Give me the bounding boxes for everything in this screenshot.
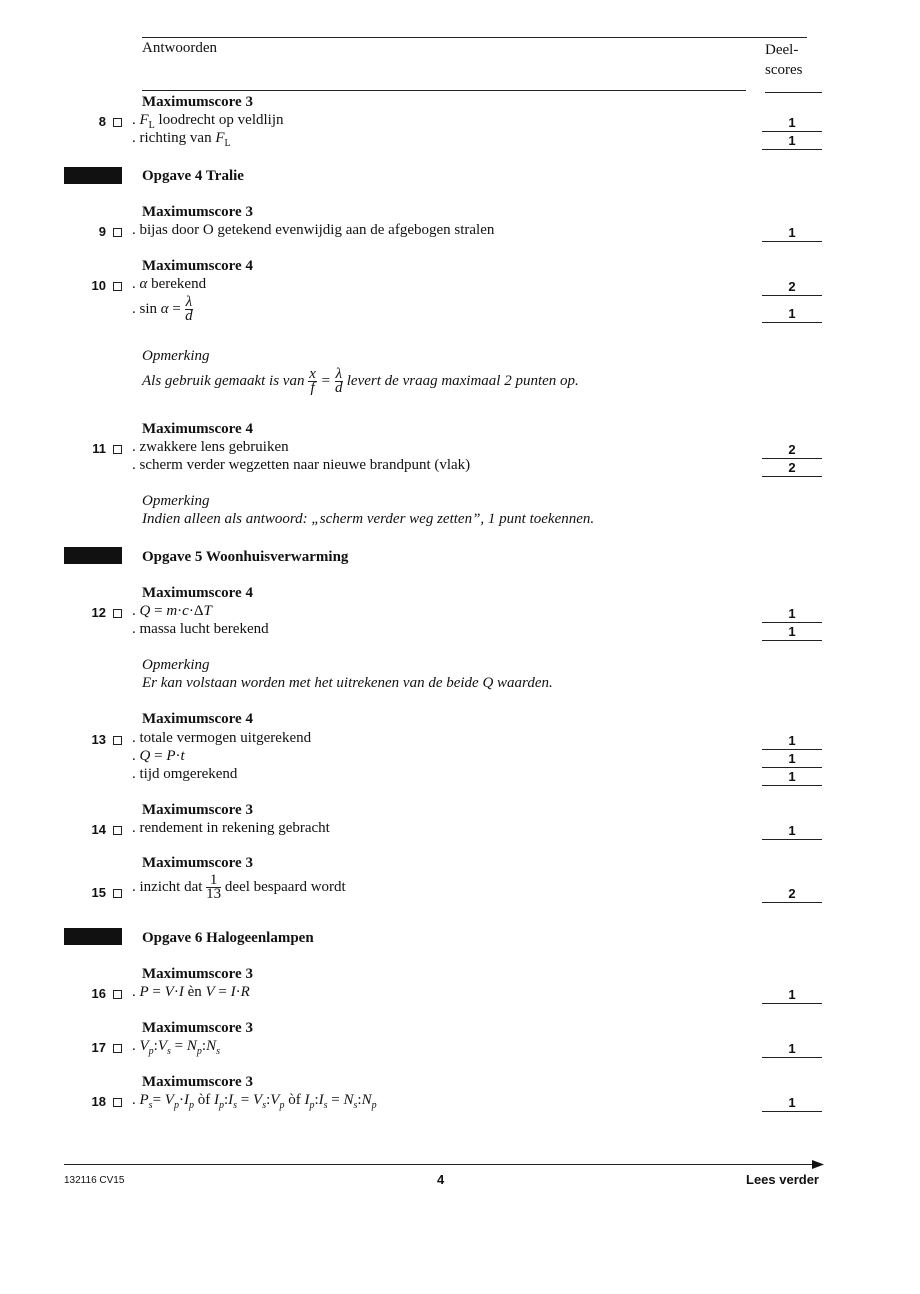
q17-checkbox[interactable] (113, 1044, 122, 1053)
q10-maxscore: Maximumscore 4 (142, 258, 253, 274)
q10-item-2: . sin α = $\frac{\lambda}{d}$ (132, 294, 193, 324)
q8-item-1: . $F_L$ loodrecht op veldlijn (132, 112, 284, 131)
q18-maxscore: Maximumscore 3 (142, 1074, 253, 1090)
q11-item-1: . zwakkere lens gebruiken (132, 439, 289, 455)
q16-checkbox[interactable] (113, 990, 122, 999)
section-title-opgave-6: Opgave 6 Halogeenlampen (142, 930, 314, 946)
q11-number: 11 (92, 441, 106, 456)
q8-checkbox[interactable] (113, 118, 122, 127)
section-marker-bar (64, 167, 122, 184)
q13-item-2: . Q = P·t (132, 748, 185, 764)
q16-score-1: 1 (762, 987, 822, 1004)
footer-rule (64, 1164, 816, 1165)
q18-number: 18 (91, 1094, 106, 1109)
section-marker-bar (64, 547, 122, 564)
q10-item-1: . α berekend (132, 276, 207, 292)
q17-number: 17 (91, 1040, 106, 1055)
q12-maxscore: Maximumscore 4 (142, 585, 253, 601)
header-bottom-rule (142, 90, 746, 91)
footer-next-label: Lees verder (746, 1172, 819, 1187)
q12-note-title: Opmerking (142, 657, 210, 673)
q18-item-1: . $P_s= V_p\cdot I_p$ òf $I_p:I_s$ = $V_s:V_p$ òf $I_p:I_s$ = $N_s:N_p$ (132, 1092, 377, 1111)
q13-item-3: . tijd omgerekend (132, 766, 238, 782)
q8-score-2: 1 (762, 133, 822, 150)
q13-item-1: . totale vermogen uitgerekend (132, 730, 312, 746)
q17-maxscore: Maximumscore 3 (142, 1020, 253, 1036)
footer-page-number: 4 (437, 1172, 445, 1187)
q11-score-1: 2 (762, 442, 822, 459)
q14-number: 14 (91, 822, 106, 837)
q13-score-2: 1 (762, 751, 822, 768)
section-marker-bar (64, 928, 122, 945)
q11-item-2: . scherm verder wegzetten naar nieuwe brandpunt (vlak) (132, 457, 471, 473)
q9-number: 9 (98, 224, 106, 239)
q13-checkbox[interactable] (113, 736, 122, 745)
q18-score-1: 1 (762, 1095, 822, 1112)
q12-checkbox[interactable] (113, 609, 122, 618)
scores-header-rule (765, 92, 822, 93)
header-answers: Antwoorden (142, 40, 217, 56)
q9-score-1: 1 (762, 225, 822, 242)
q16-number: 16 (91, 986, 106, 1001)
q12-score-2: 1 (762, 624, 822, 641)
q13-score-1: 1 (762, 733, 822, 750)
q9-maxscore: Maximumscore 3 (142, 204, 253, 220)
section-title-opgave-4: Opgave 4 Tralie (142, 168, 244, 184)
q10-number: 10 (91, 278, 106, 293)
q16-maxscore: Maximumscore 3 (142, 966, 253, 982)
next-arrow-icon (812, 1159, 824, 1170)
q12-number: 12 (91, 605, 106, 620)
q8-number: 8 (98, 114, 106, 129)
q8-item-2: . richting van $F_L$ (132, 130, 231, 149)
q12-item-1: . Q = m·c·ΔT (132, 603, 212, 619)
q16-item-1: . P = V·I èn V = I·R (132, 984, 250, 1000)
q12-item-2: . massa lucht berekend (132, 621, 269, 637)
q18-checkbox[interactable] (113, 1098, 122, 1107)
q13-number: 13 (91, 732, 106, 747)
q12-note: Er kan volstaan worden met het uitrekenen van de beide Q waarden. (142, 675, 553, 691)
q15-score-1: 2 (762, 886, 822, 903)
q10-note: Als gebruik gemaakt is van $\frac{x}{f}$ = $\frac{\lambda}{d}$ levert de vraag maximaal 2 punten op. (142, 366, 579, 396)
q14-maxscore: Maximumscore 3 (142, 802, 253, 818)
q15-item-1: . inzicht dat $\frac{1}{13}$ deel bespaard wordt (132, 872, 346, 902)
q11-checkbox[interactable] (113, 445, 122, 454)
q9-checkbox[interactable] (113, 228, 122, 237)
q10-score-1: 2 (762, 279, 822, 296)
q10-score-2: 1 (762, 306, 822, 323)
q8-maxscore: Maximumscore 3 (142, 94, 253, 110)
q9-item-1: . bijas door O getekend evenwijdig aan de afgebogen stralen (132, 222, 495, 238)
q17-item-1: . $V_p:V_s$ = $N_p:N_s$ (132, 1038, 220, 1057)
section-title-opgave-5: Opgave 5 Woonhuisverwarming (142, 549, 349, 565)
header-top-rule (142, 37, 807, 38)
q13-score-3: 1 (762, 769, 822, 786)
q15-number: 15 (91, 885, 106, 900)
q15-maxscore: Maximumscore 3 (142, 855, 253, 871)
q10-note-title: Opmerking (142, 348, 210, 364)
q10-checkbox[interactable] (113, 282, 122, 291)
header-partial-scores: Deel- scores (765, 42, 803, 78)
q14-item-1: . rendement in rekening gebracht (132, 820, 330, 836)
q12-score-1: 1 (762, 606, 822, 623)
q8-score-1: 1 (762, 115, 822, 132)
q11-note: Indien alleen als antwoord: „scherm verder weg zetten”, 1 punt toekennen. (142, 511, 595, 527)
q13-maxscore: Maximumscore 4 (142, 711, 253, 727)
q11-maxscore: Maximumscore 4 (142, 421, 253, 437)
q17-score-1: 1 (762, 1041, 822, 1058)
q14-score-1: 1 (762, 823, 822, 840)
q15-checkbox[interactable] (113, 889, 122, 898)
footer-exam-code: 132116 CV15 (64, 1175, 125, 1186)
q14-checkbox[interactable] (113, 826, 122, 835)
q11-score-2: 2 (762, 460, 822, 477)
q11-note-title: Opmerking (142, 493, 210, 509)
